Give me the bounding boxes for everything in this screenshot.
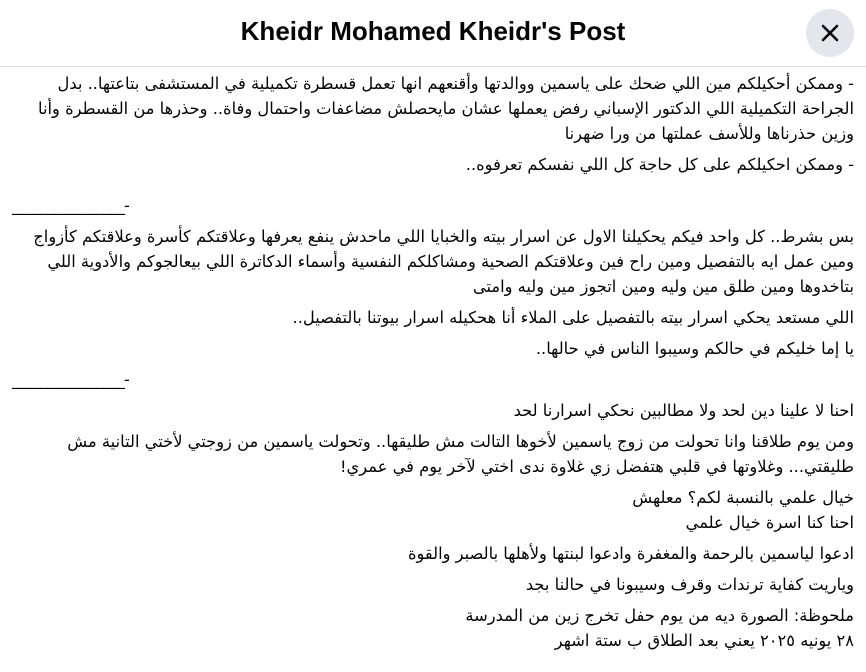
- post-paragraph: ادعوا لياسمين بالرحمة والمغفرة وادعوا لبنتها ولأهلها بالصبر والقوة: [407, 544, 854, 563]
- post-paragraph: اللي مستعد يحكي اسرار بيته بالتفصيل على الملاء أنا هحكيله اسرار بيوتنا بالتفصيل..: [292, 308, 854, 327]
- post-paragraph: بس بشرط.. كل واحد فيكم يحكيلنا الاول عن اسرار بيته والخبايا اللي ماحدش ينفع يعرفها وعلاقتكم كأسرة وعلاقتكم كأزواج ومين عمل ايه بالتفصيل ومين راح فين وعلاقتكم الصحية ومشاكلكم النفسية وأسماء الدكاترة اللي بيعالجوكم والأدوية اللي بتاخدوها ومين طلق مين وليه ومين اتجوز مين وليه وامتى: [33, 227, 854, 296]
- close-button[interactable]: [806, 9, 854, 57]
- post-paragraph: ومن يوم طلاقنا وانا تحولت من زوج ياسمين لأخوها التالت مش طليقها.. وتحولت ياسمين من زوجتي لأختي التانية مش طليقتي... وغلاوتها في قلبي هتفضل زي غلاوة ندى اختي لآخر يوم في عمري!: [67, 432, 854, 476]
- text-divider: ________________-: [12, 370, 129, 389]
- dialog-title: Kheidr Mohamed Kheidr's Post: [240, 16, 626, 46]
- close-icon: [820, 23, 840, 43]
- post-paragraph: ٢٨ يونيه ٢٠٢٥ يعني بعد الطلاق ب ستة اشهر: [554, 631, 854, 650]
- post-body: [0, 67, 866, 672]
- post-dialog-header: [0, 0, 866, 67]
- post-paragraph: - وممكن احكيلكم على كل حاجة كل اللي نفسكم تعرفوه..: [465, 155, 854, 174]
- post-paragraph: خيال علمي بالنسبة لكم؟ معلهش: [632, 488, 854, 507]
- post-paragraph: يا إما خليكم في حالكم وسيبوا الناس في حالها..: [535, 339, 854, 358]
- post-paragraph: - وممكن أحكيلكم مين اللي ضحك على ياسمين ووالدتها وأقنعهم انها تعمل قسطرة تكميلية في المستشفى بتاعتها.. بدل الجراحة التكميلية اللي الدكتور الإسباني رفض يعملها عشان مايحصلش مضاعفات واحتمال وفاة.. وحذرها من القسطرة وأنا وزين حذرناها وللأسف عملتها من ورا ضهرنا: [38, 74, 854, 143]
- post-paragraph: احنا كنا اسرة خيال علمي: [685, 513, 854, 532]
- post-paragraph: وياريت كفاية ترندات وقرف وسيبونا في حالنا بجد: [525, 575, 854, 594]
- post-paragraph: ملحوظة: الصورة ديه من يوم حفل تخرج زين من المدرسة: [465, 606, 854, 625]
- post-text: [12, 71, 854, 659]
- post-paragraph: احنا لا علينا دين لحد ولا مطالبين نحكي اسرارنا لحد: [513, 401, 854, 420]
- text-divider: ________________-: [12, 196, 129, 215]
